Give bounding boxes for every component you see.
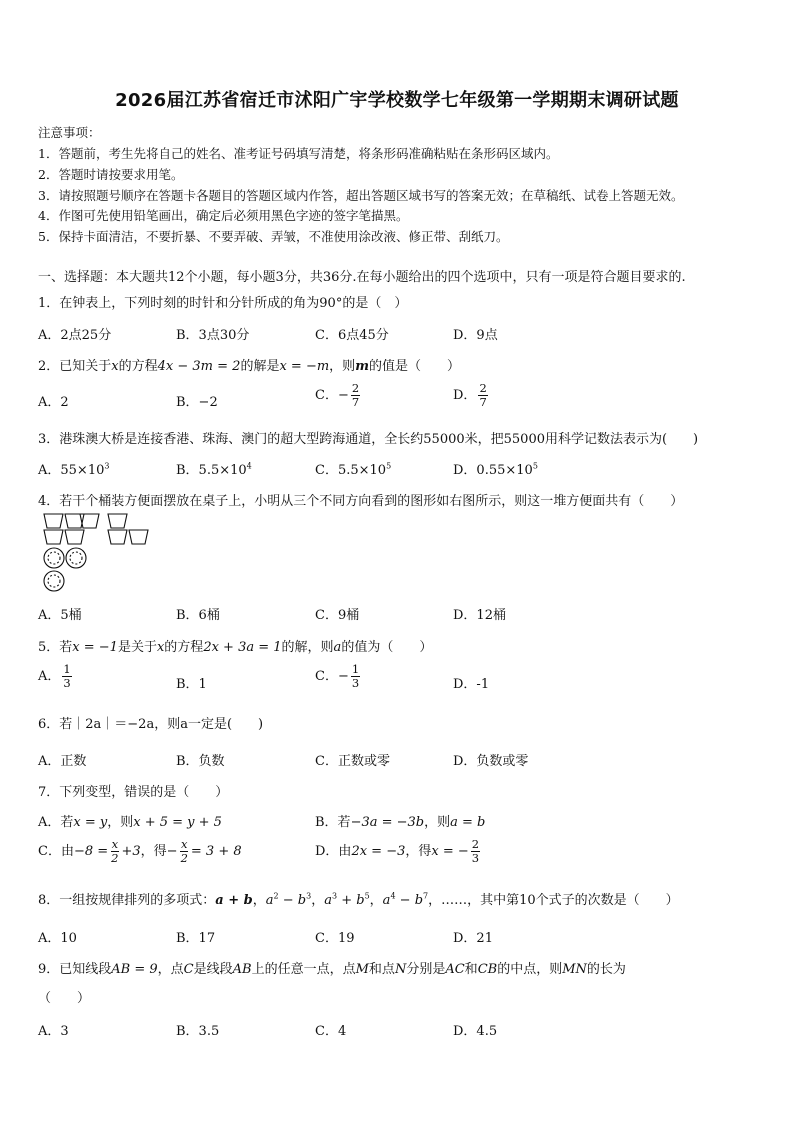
- q3-option-c: C．$5.5\times 10^5$: [315, 461, 392, 478]
- q2-option-d: D． $\frac{2}{7}$: [453, 381, 487, 409]
- q8-option-a: A．10: [38, 931, 77, 946]
- q1-option-d: D．9点: [453, 328, 498, 343]
- notes-heading: 注意事项：: [38, 125, 101, 140]
- q1-option-c: C．6点45分: [315, 328, 389, 343]
- q7-option-c: C．由−8 = $\frac{x}{2}$ +3，得− $\frac{x}{2}$ = 3 + 8: [38, 837, 242, 865]
- q4-option-d: D．12桶: [453, 608, 506, 623]
- note-item: 5．保持卡面清洁，不要折暴、不要弄破、弄皱，不准使用涂改液、修正带、刮纸刀。: [38, 229, 509, 244]
- note-item: 1．答题前，考生先将自己的姓名、准考证号码填写清楚，将条形码准确粘贴在条形码区域内。: [38, 146, 559, 161]
- q5-option-c: C．− $\frac{1}{3}$: [315, 662, 360, 690]
- q3-option-a: A．$55\times 10^3$: [38, 461, 110, 478]
- question-2-stem: 2．已知关于x的方程4x − 3m = 2的解是x = −m，则m的值是（ ）: [38, 359, 460, 374]
- q9-option-d: D．4.5: [453, 1024, 498, 1039]
- q6-option-b: B．负数: [176, 754, 225, 769]
- q2-option-a: A．2: [38, 395, 69, 410]
- question-4-stem: 4．若干个桶装方便面摆放在桌子上，小明从三个不同方向看到的图形如右图所示，则这一堆方便面共有（ ）: [38, 494, 684, 509]
- q6-option-a: A．正数: [38, 754, 87, 769]
- q4-option-c: C．9桶: [315, 608, 360, 623]
- question-9-paren: （ ）: [38, 991, 91, 1006]
- q9-option-a: A．3: [38, 1024, 69, 1039]
- section-heading: 一、选择题：本大题共12个小题，每小题3分，共36分.在每小题给出的四个选项中，只有一项是符合题目要求的.: [38, 270, 686, 285]
- question-6-stem: 6．若｜2a｜＝−2a，则a一定是( ): [38, 717, 264, 732]
- note-item: 3．请按照题号顺序在答题卡各题目的答题区域内作答，超出答题区域书写的答案无效；在草稿纸、试卷上答题无效。: [38, 188, 684, 203]
- q1-option-a: A．2点25分: [38, 328, 112, 343]
- q6-option-d: D．负数或零: [453, 754, 529, 769]
- page-title: 2026届江苏省宿迁市沭阳广宇学校数学七年级第一学期期末调研试题: [115, 90, 679, 111]
- q4-option-b: B．6桶: [176, 608, 220, 623]
- question-7-stem: 7．下列变型，错误的是（ ）: [38, 785, 229, 800]
- note-item: 4．作图可先使用铅笔画出，确定后必须用黑色字迹的签字笔描黑。: [38, 208, 409, 223]
- q9-option-c: C．4: [315, 1024, 347, 1039]
- q9-option-b: B．3.5: [176, 1024, 220, 1039]
- q5-option-b: B．1: [176, 677, 207, 692]
- q5-option-a: A． $\frac{1}{3}$: [38, 662, 71, 690]
- q2-option-c: C．− $\frac{2}{7}$: [315, 381, 360, 409]
- q7-option-a: A．若x = y，则x + 5 = y + 5: [38, 815, 222, 830]
- q7-option-d: D．由2x = −3，得x = − $\frac{2}{3}$: [315, 837, 480, 865]
- q4-option-a: A．5桶: [38, 608, 82, 623]
- q3-option-d: D．$0.55\times 10^5$: [453, 461, 538, 478]
- question-3-stem: 3．港珠澳大桥是连接香港、珠海、澳门的超大型跨海通道，全长约55000米，把55000用科学记数法表示为( ): [38, 432, 699, 447]
- q3-option-b: B．$5.5\times 10^4$: [176, 461, 252, 478]
- q6-option-c: C．正数或零: [315, 754, 390, 769]
- question-1-stem: 1．在钟表上，下列时刻的时针和分针所成的角为90°的是（ ）: [38, 296, 408, 311]
- q1-option-b: B．3点30分: [176, 328, 250, 343]
- q8-option-c: C．19: [315, 931, 355, 946]
- question-5-stem: 5．若x = −1是关于x的方程2x + 3a = 1的解，则a的值为（ ）: [38, 640, 433, 655]
- question-8-stem: 8．一组按规律排列的多项式：a + b，$a^2 - b^3$，$a^3 + b^5$，$a^4 - b^7$，……，其中第10个式子的次数是（ ）: [38, 891, 679, 908]
- noodle-views-figure: [40, 510, 160, 596]
- question-9-stem: 9．已知线段AB = 9，点C是线段AB上的任意一点，点M和点N分别是AC和CB的中点，则MN的长为: [38, 962, 626, 977]
- q2-option-b: B．−2: [176, 395, 218, 410]
- q7-option-b: B．若−3a = −3b，则a = b: [315, 815, 486, 830]
- q5-option-d: D．-1: [453, 677, 490, 692]
- note-item: 2．答题时请按要求用笔。: [38, 167, 184, 182]
- q8-option-d: D．21: [453, 931, 493, 946]
- q8-option-b: B．17: [176, 931, 216, 946]
